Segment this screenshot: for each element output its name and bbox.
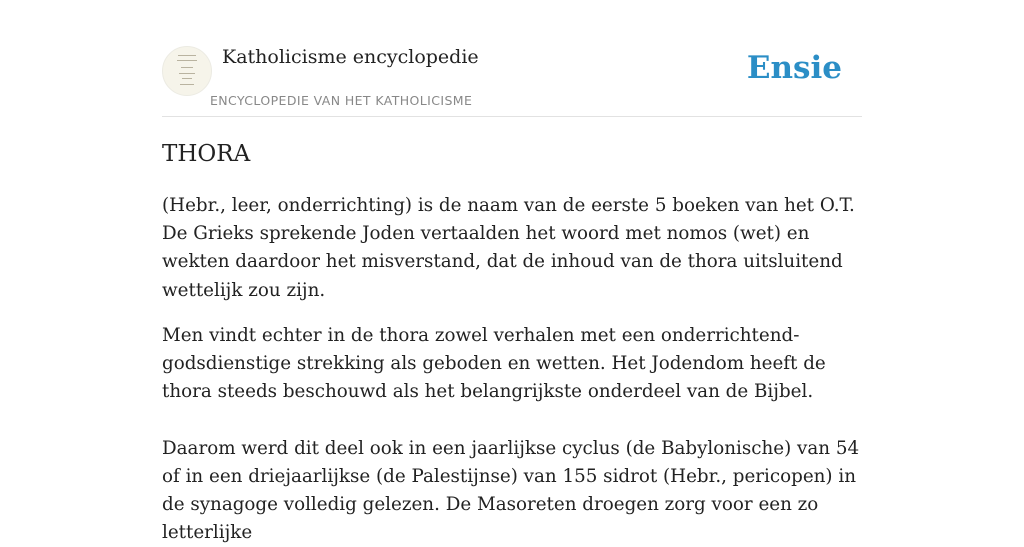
site-header	[162, 40, 862, 117]
article	[162, 138, 862, 547]
article-title: THORA	[162, 141, 251, 167]
article-paragraph: Men vindt echter in de thora zowel verhalen met een onderrichtend-godsdienstige strekking als geboden en wetten. Het Jodendom heeft de thora steeds beschouwd als het belangrijkste onderdeel van de Bijbel. Daarom werd dit deel ook in een jaarlijkse cyclus (de Babylonische) van 54 of in een driejaarlijkse (de Palestijnse) van 155 sidrot (Hebr., pericopen) in de synagoge volledig gelezen. De Masoreten droegen zorg voor een zo letterlijke	[162, 324, 860, 544]
ensie-logo-link[interactable]: Ensie	[746, 50, 842, 86]
article-paragraph: (Hebr., leer, onderrichting) is de naam van de eerste 5 boeken van het O.T. De Grieks sprekende Joden vertaalden het woord met nomos (wet) en wekten daardoor het misverstand, dat de inhoud van de thora uitsluitend wettelijk zou zijn.	[162, 195, 855, 301]
site-title[interactable]: Katholicisme encyclopedie	[222, 46, 479, 68]
site-subtitle: ENCYCLOPEDIE VAN HET KATHOLICISME	[210, 93, 473, 108]
encyclopedia-cover-icon[interactable]	[162, 46, 212, 96]
